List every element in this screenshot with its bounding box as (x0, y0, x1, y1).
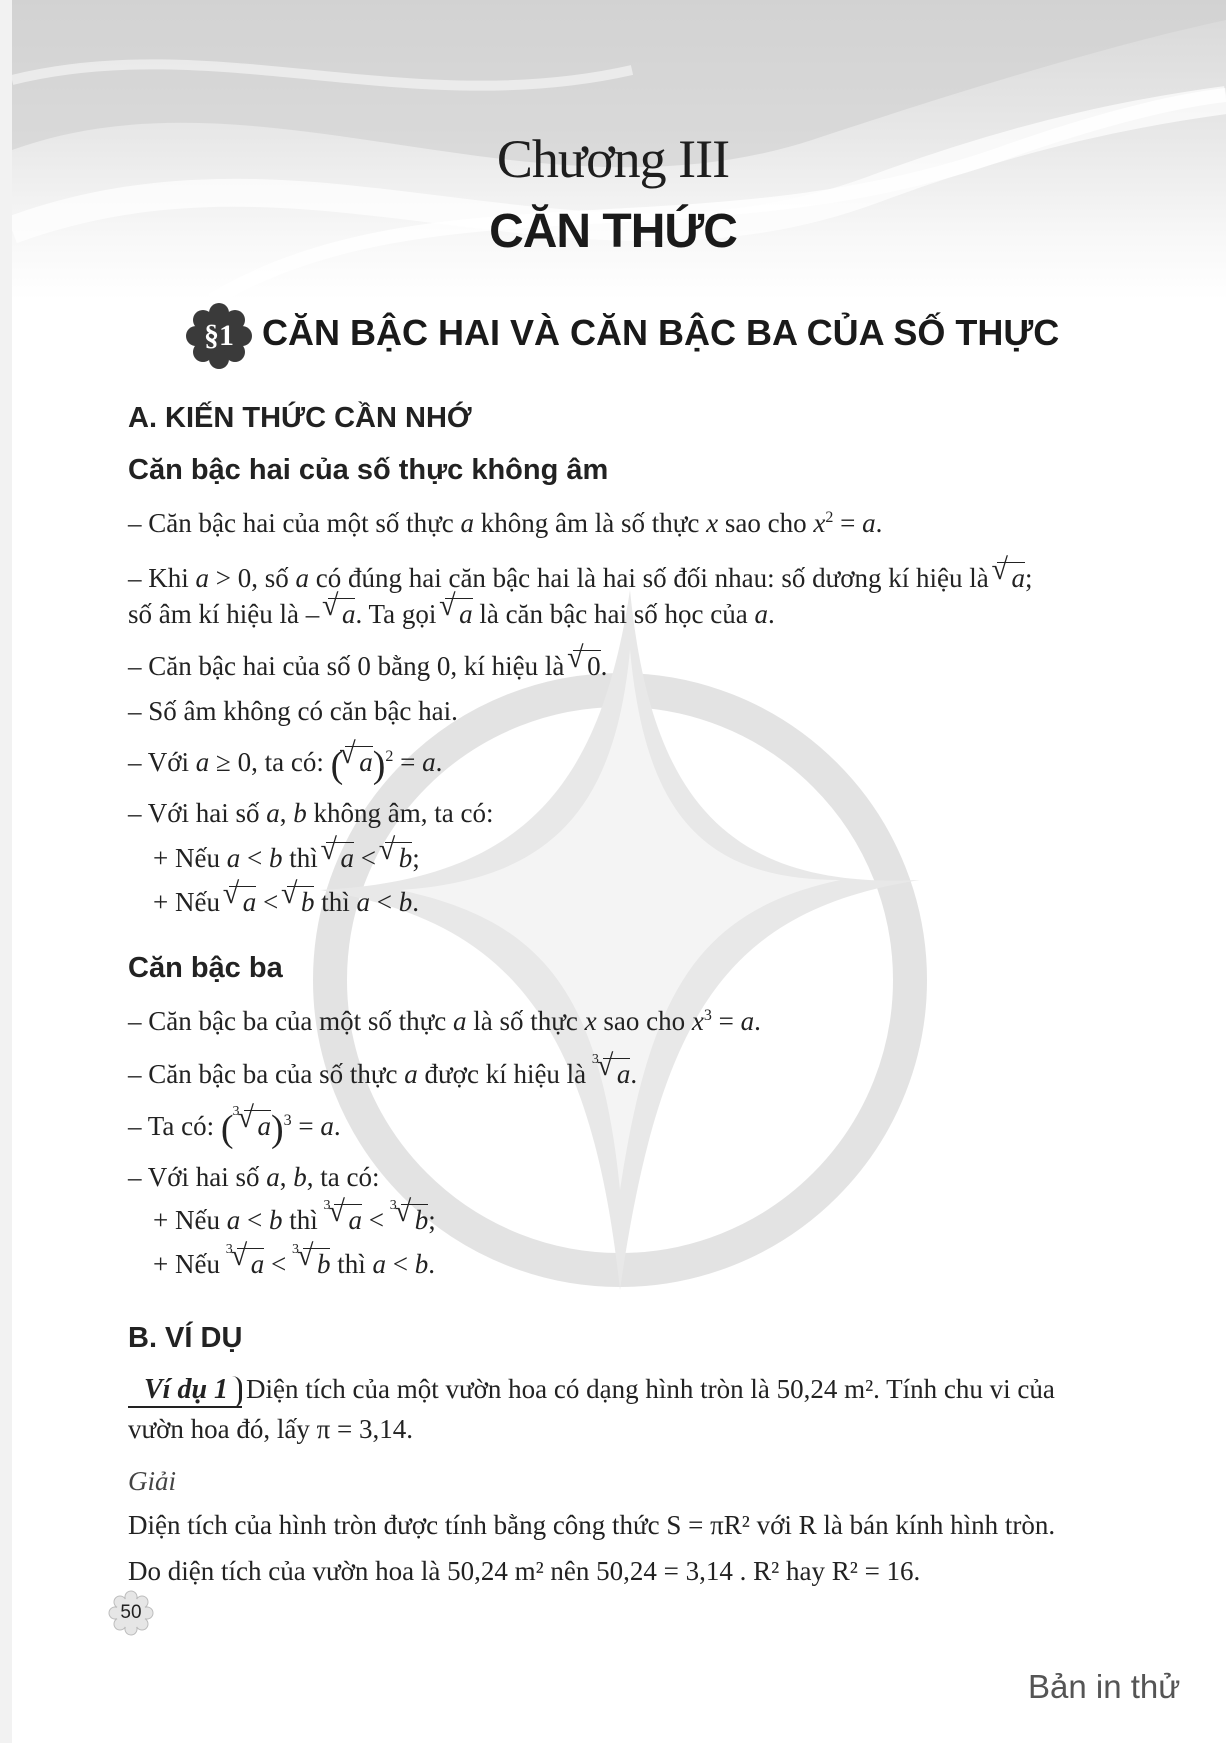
cbrt-line-2: – Căn bậc ba của số thực a được kí hiệu là √ a 3. (128, 1058, 637, 1090)
cbrt-line-6: + Nếu √ a 3 < √ b 3 thì a < b. (153, 1248, 435, 1280)
chapter-title: Chương III (496, 129, 730, 189)
sqrt-line-7: – Với hai số a, b không âm, ta có: (128, 798, 494, 828)
example-1-line-1 (128, 1374, 1055, 1408)
page-number-badge (108, 1590, 154, 1636)
cbrt-line-1: – Căn bậc ba của một số thực a là số thực x sao cho $x^3 = a$. (128, 1006, 761, 1036)
page-edge (0, 0, 12, 1743)
sqrt-line-5: – Số âm không có căn bậc hai. (128, 696, 458, 726)
section-title: CĂN BẬC HAI VÀ CĂN BẬC BA CỦA SỐ THỰC (262, 312, 1060, 353)
example-1-text-2: vườn hoa đó, lấy π = 3,14. (128, 1414, 413, 1444)
solution-line-1: Diện tích của hình tròn được tính bằng công thức S = πR² với R là bán kính hình tròn. (128, 1510, 1056, 1540)
cbrt-line-5: + Nếu a < b thì √ a 3 < √ b 3; (153, 1204, 436, 1236)
sqrt-line-1: – Căn bậc hai của một số thực a không âm là số thực x sao cho $x^2 = a$. (128, 508, 883, 538)
solution-label: Giải (128, 1466, 177, 1496)
solution-line-2: Do diện tích của vườn hoa là 50,24 m² nên 50,24 = 3,14 . R² hay R² = 16. (128, 1556, 921, 1586)
cbrt-heading: Căn bậc ba (128, 952, 283, 984)
cbrt-line-3: – Ta có: (√ a 3)$^3$ = a. (128, 1110, 341, 1142)
sqrt-line-3: số âm kí hiệu là – √ a. Ta gọi √ a là căn bậc hai số học của a. (128, 598, 775, 630)
print-proof-label: Bản in thử (1028, 1668, 1181, 1705)
section-badge (186, 303, 252, 369)
part-b-heading: B. VÍ DỤ (128, 1322, 243, 1354)
sqrt-line-6: – Với a ≥ 0, ta có: (√ a)$^2$ = a. (128, 746, 442, 778)
publisher-logo-watermark-icon (300, 590, 940, 1290)
sqrt-line-4: – Căn bậc hai của số 0 bằng 0, kí hiệu là √ 0. (128, 650, 607, 682)
section-number: §1 (204, 319, 234, 352)
page-number: 50 (120, 1602, 142, 1623)
part-a-heading: A. KIẾN THỨC CẦN NHỚ (128, 402, 472, 434)
sqrt-line-9: + Nếu √ a < √ b thì a < b. (153, 886, 419, 918)
sqrt-line-2: – Khi a > 0, số a có đúng hai căn bậc hai là hai số đối nhau: số dương kí hiệu là √ a; (128, 562, 1033, 594)
chapter-name: CĂN THỨC (489, 205, 737, 258)
sqrt-line-8: + Nếu a < b thì √ a < √ b; (153, 842, 420, 874)
example-1-label: Ví dụ 1 (128, 1374, 242, 1408)
cbrt-line-4: – Với hai số a, b, ta có: (128, 1162, 380, 1192)
sqrt-heading: Căn bậc hai của số thực không âm (128, 454, 609, 486)
example-1-text-1: Diện tích của một vườn hoa có dạng hình tròn là 50,24 m². Tính chu vi của (246, 1374, 1055, 1404)
